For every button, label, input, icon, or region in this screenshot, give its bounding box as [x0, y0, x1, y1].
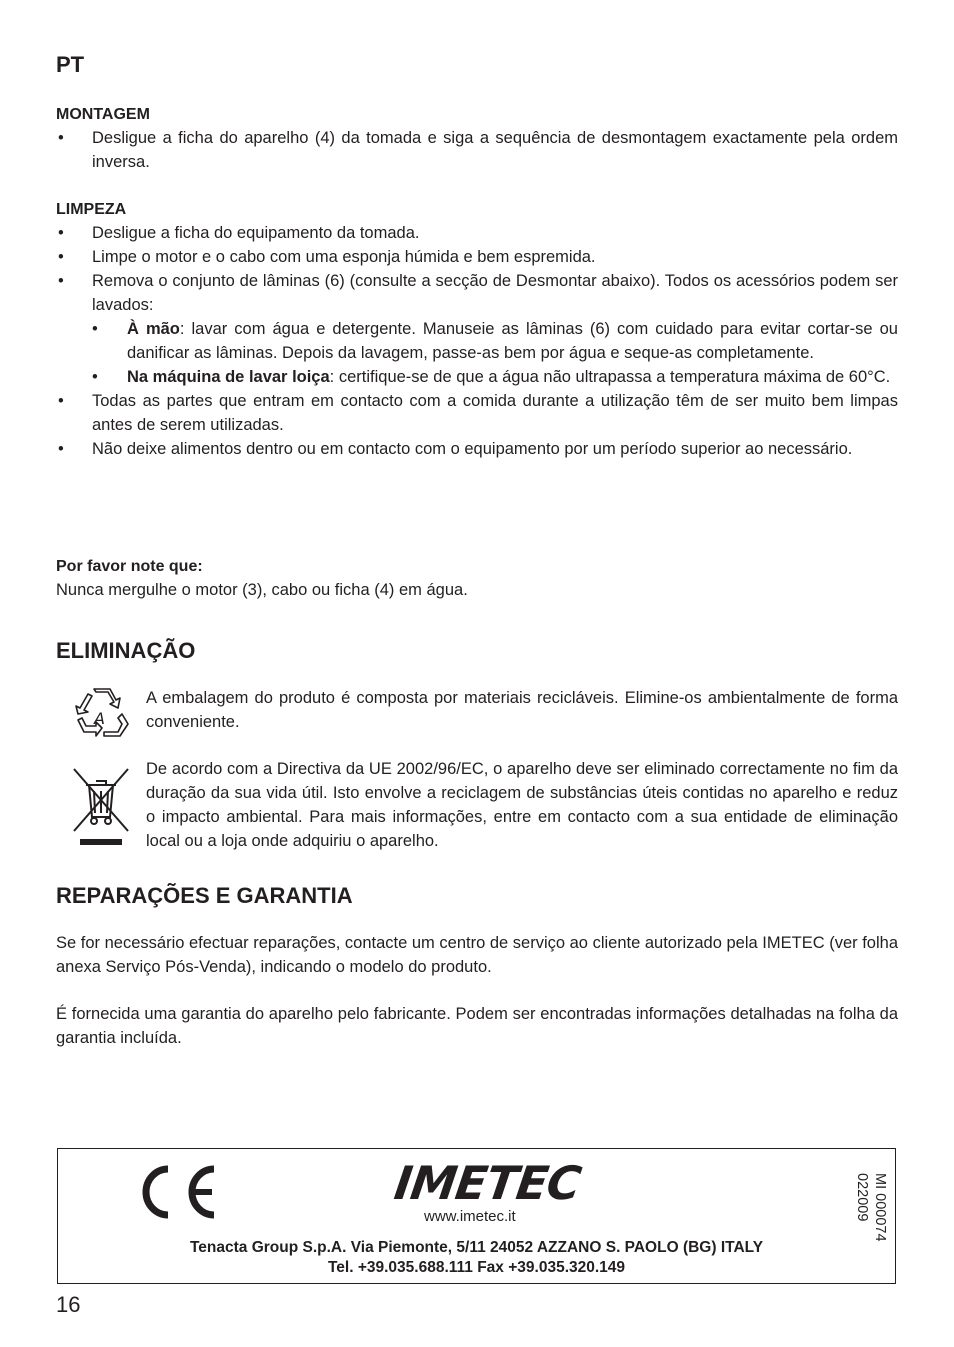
- recycle-icon: [72, 686, 132, 740]
- sub-item-bold: Na máquina de lavar loiça: [127, 368, 330, 386]
- sub-item-text: : certifique-se de que a água não ultrapassa a temperatura máxima de 60°C.: [329, 368, 891, 386]
- language-label: PT: [56, 52, 85, 77]
- garantia-paragraph-2: É fornecida uma garantia do aparelho pelo fabricante. Podem ser encontradas informações detalhadas na folha da garantia incluída.: [56, 1005, 898, 1047]
- footer-box: [57, 1148, 896, 1284]
- sub-list: [92, 317, 898, 389]
- recycle-row: [56, 686, 898, 742]
- sub-item-text: : lavar com água e detergente. Manuseie as lâminas (6) com cuidado para evitar cortar-se ou danificar as lâminas. Depois da lavagem, passe-as bem por água e seque-as completamente.: [127, 320, 898, 362]
- svg-text:A: A: [94, 709, 105, 728]
- limpeza-list: [56, 221, 898, 461]
- list-item: • Desligue a ficha do aparelho (4) da tomada e siga a sequência de desmontagem exactamente pela ordem inversa.: [56, 126, 898, 174]
- weee-row: [56, 757, 898, 853]
- page-number: 16: [56, 1292, 81, 1317]
- garantia-paragraph-1: Se for necessário efectuar reparações, contacte um centro de serviço ao cliente autorizado pela IMETEC (ver folha anexa Serviço Pós-Venda), indicando o modelo do produto.: [56, 934, 898, 976]
- imetec-logo: IMETEC: [391, 1156, 584, 1210]
- sub-list-item: [92, 317, 898, 365]
- crossed-bin-icon: [72, 767, 130, 849]
- weee-text: De acordo com a Directiva da UE 2002/96/EC, o aparelho deve ser eliminado correctamente no fim da duração da sua vida útil. Isto envolve a reciclagem de substâncias úteis contidas no aparelho e reduz o impacto ambiental. Para mais informações, entre em contacto com a sua entidade de eliminação local ou a loja onde adquiriu o aparelho.: [146, 760, 898, 850]
- montagem-heading: MONTAGEM: [56, 106, 150, 123]
- website-link[interactable]: www.imetec.it: [424, 1208, 516, 1225]
- garantia-heading: REPARAÇÕES E GARANTIA: [56, 883, 353, 908]
- note-text: Nunca mergulhe o motor (3), cabo ou ficha (4) em água.: [56, 581, 468, 599]
- montagem-list: [56, 126, 898, 174]
- list-item: • Todas as partes que entram em contacto com a comida durante a utilização têm de ser muito bem limpas antes de serem utilizadas.: [56, 389, 898, 437]
- ce-mark-icon: [138, 1163, 218, 1221]
- list-item: • Não deixe alimentos dentro ou em contacto com o equipamento por um período superior ao necessário.: [56, 437, 898, 461]
- document-code: [853, 1173, 889, 1242]
- list-item: • Limpe o motor e o cabo com uma esponja húmida e bem espremida.: [56, 245, 898, 269]
- list-item: • Desligue a ficha do equipamento da tomada.: [56, 221, 898, 245]
- eliminacao-heading: ELIMINAÇÃO: [56, 638, 196, 663]
- list-item: [56, 269, 898, 389]
- company-phones: Tel. +39.035.688.111 Fax +39.035.320.149: [327, 1259, 626, 1276]
- recycle-text: A embalagem do produto é composta por materiais recicláveis. Elimine-os ambientalmente de forma conveniente.: [146, 689, 898, 731]
- sub-list-item: [92, 365, 898, 389]
- company-address: Tenacta Group S.p.A. Via Piemonte, 5/11 24052 AZZANO S. PAOLO (BG) ITALY: [189, 1239, 764, 1256]
- sub-item-bold: À mão: [127, 320, 180, 338]
- note-heading: Por favor note que:: [56, 558, 203, 575]
- document-code-text: MI 000074 022009: [854, 1173, 888, 1242]
- limpeza-heading: LIMPEZA: [56, 201, 127, 218]
- list-item-text: Remova o conjunto de lâminas (6) (consulte a secção de Desmontar abaixo). Todos os acessórios podem ser lavados:: [92, 272, 898, 314]
